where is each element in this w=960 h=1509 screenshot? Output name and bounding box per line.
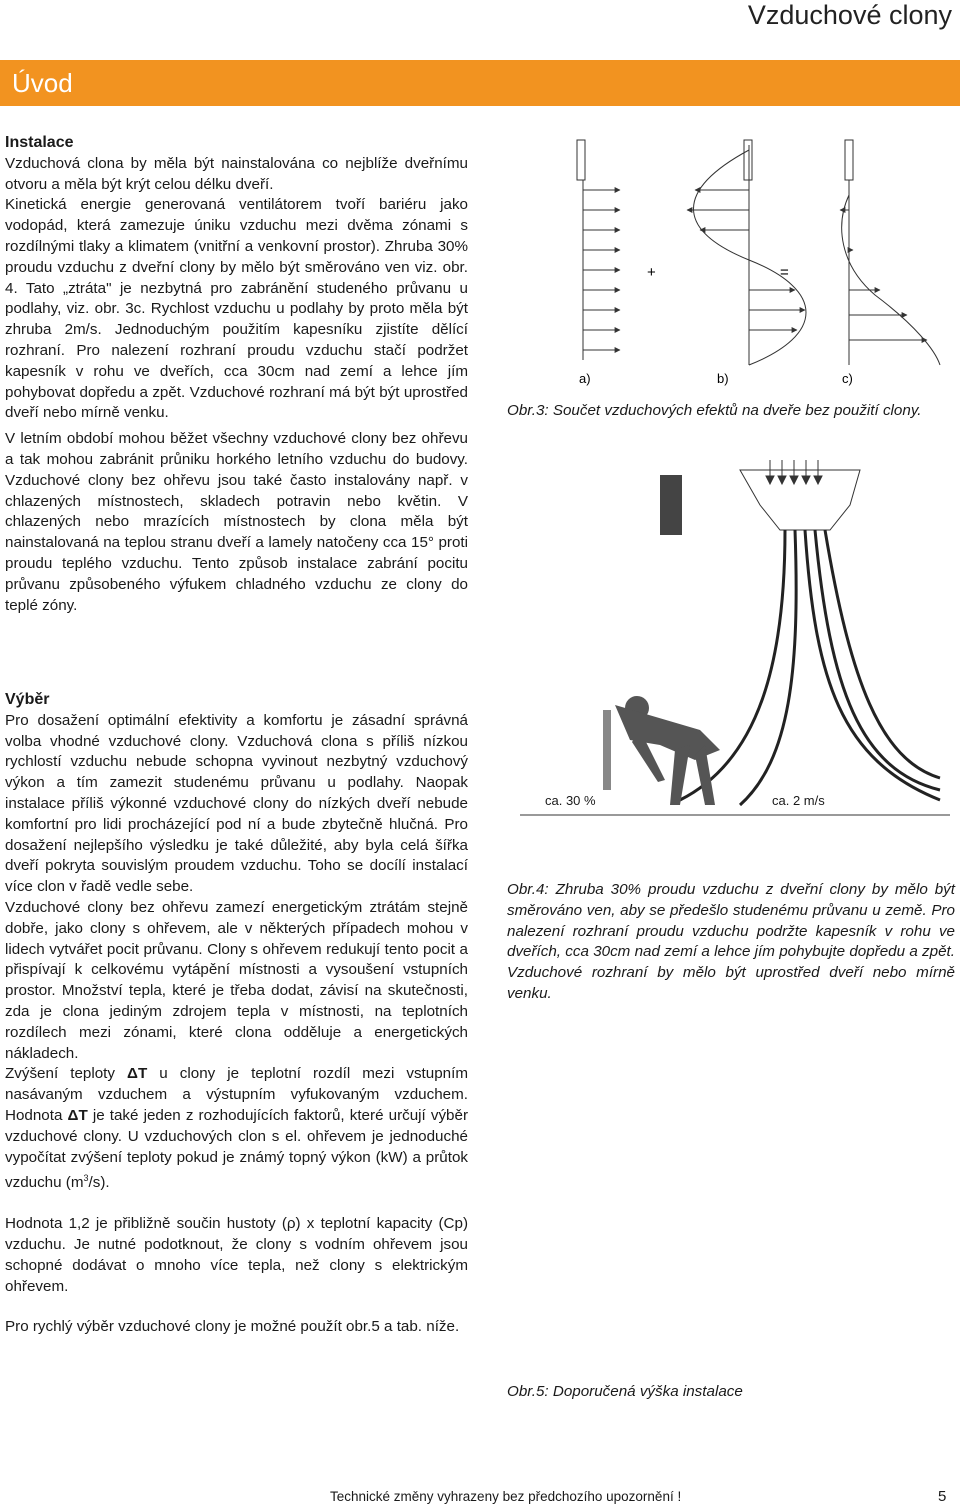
vyber-paragraph-1: Pro dosažení optimální efektivity a komfortu je zásadní správná volba vhodné vzduchové clony. Vzduchová clona s příliš nízkou rychlostí vzduchu nebude schopna vyvinout nezbytný vzduchový výkon a tím zamezit studenému průvanu u podlahy. Naopak instalace příliš výkonné vzduchové clony do nízkých dveří nebude komfortní pro lidi procházející pod ní a bude zbytečně hlučná. Pro dosažení nejlepšího výsledku je také důležité, aby byla celá šířka dveří pokryta souvislým proudem vzduchu. Toho se docílí instalací více clon v řadě vedle sebe. (5, 711, 468, 896)
door-frame (603, 710, 611, 790)
section-title: Úvod (12, 68, 73, 98)
figure-4-handkerchief-test (520, 460, 950, 820)
air-streams (680, 530, 940, 805)
instalace-paragraph-3: V letním období mohou běžet všechny vzduchové clony bez ohřevu a tak mohou zabránit průniku horkého letního vzduchu do budovy. Vzduchové clony bez ohřevu jsou také často instalovány např. v chlazených místnostech, skladech potravin nebo květin. V chlazených nebo mrazících místnostech by clona měla být nainstalovaná na teplou stranu dveří a lamely natočeny cca 15° proti proudu teplého vzduchu. Tento způsob instalace zabrání pocitu průvanu způsobeného výfukem chladného vzduchu ze clony do teplé zóny. (5, 430, 468, 614)
door-post-a (577, 140, 585, 180)
air-curtain-unit (740, 470, 860, 530)
vyber-section (5, 690, 468, 1338)
label-30-percent: ca. 30 % (545, 793, 596, 808)
wall-post (660, 475, 682, 535)
delta-t: ΔT (127, 1065, 148, 1083)
vyber-paragraph-4: Hodnota 1,2 je přibližně součin hustoty (ρ) x teplotní kapacity (Cp) vzduchu. Je nutné podotknout, že clony s vodním ohřevem jsou schopné dodávat o mnoho více tepla, než clony s elektrickým ohřevem. (5, 1215, 468, 1295)
person-figure (615, 696, 720, 805)
instalace-paragraph-2: Kinetická energie generovaná ventilátorem tvoří bariéru jako vodopád, která zamezuje úniku vzduchu mezi dvěma zónami s rozdílnými tlaky a klimatem (vnitřní a venkovní prostor). Zhruba 30% proudu vzduchu z dveřní clony by mělo být směrováno ven viz. obr. 4. Tato „ztráta" je nezbytná pro zabránění studeného průvanu u podlahy, viz. obr. 3c. Rychlost vzduchu u podlahy by proto měla být zhruba 2m/s. Jednoduchým použitím kapesníku zjistíte dělící rozhraní. Pro nalezení rozhraní proudu vzduchu stačí podržet kapesník v rohu ve dveřích, cca 30cm nad zemí a lehce jím pohybovat dopředu a zpět. Vzduchové rozhraní má být být uprostřed dveří nebo mírně venku. (5, 196, 468, 422)
instalace-paragraph-1: Vzduchová clona by měla být nainstalována co nejblíže dveřnímu otvoru a měla být krýt celou délku dveří. (5, 154, 468, 193)
page-number: 5 (938, 1488, 947, 1505)
diagram-a-arrows (583, 180, 620, 360)
instalace-heading: Instalace (5, 134, 74, 151)
door-post-c (845, 140, 853, 180)
vyber-paragraph-3: Zvýšení teploty ΔT u clony je teplotní rozdíl mezi vstupním nasávaným vzduchem a výstupním vyfukovaným vzduchem. Hodnota ΔT je také jeden z rozhodujících faktorů, které určují výběr vzduchové clony. U vzduchových clon s el. ohřevem je jednoduché vypočítat zvýšení teploty pokud je známý topný výkon (kW) a průtok vzduchu $(m^3/s)$. (5, 1065, 469, 1192)
diagram-c-curve (840, 180, 940, 365)
vyber-paragraph-5: Pro rychlý výběr vzduchové clony je možné použít obr.5 a tab. níže. (5, 1318, 460, 1336)
door-post-b (744, 140, 752, 180)
footer-note: Technické změny vyhrazeny bez předchozího upozornění ! (330, 1489, 682, 1504)
equals-sign: = (780, 264, 789, 281)
vyber-heading: Výběr (5, 691, 50, 708)
figure-3-caption: Obr.3: Součet vzduchových efektů na dveře bez použití clony. (507, 402, 922, 419)
page-title: Vzduchové clony (747, 0, 952, 30)
vyber-paragraph-2: Vzduchové clony bez ohřevu zamezí energetickým ztrátám stejně dobře, jako clony s ohřevem, ale v některých případech mohou v lidech vytvářet pocit průvanu. Clony s ohřevem redukují tento pocit a přispívají k celkovému vytápění místnosti a vysoušení vstupních prostor. Množství tepla, které je třeba dodat, závisí na skutečnosti, zda je clona jediným zdrojem tepla v místnosti, na teplotních rozdílech mezi zónami, které clona odděluje a energetických nákladech. (5, 898, 468, 1062)
delta-t: ΔT (67, 1106, 88, 1124)
label-b: b) (717, 371, 729, 386)
label-a: a) (579, 371, 591, 386)
label-2-ms: ca. 2 m/s (772, 793, 825, 808)
instalace-section (5, 133, 468, 616)
label-c: c) (842, 371, 853, 386)
figure-3-airflow-diagram (535, 135, 945, 395)
figure-5-caption: Obr.5: Doporučená výška instalace (507, 1383, 743, 1400)
plus-sign: + (647, 264, 656, 281)
figure-4-caption: Obr.4: Zhruba 30% proudu vzduchu z dveřní clony by mělo být směrováno ven, aby se předešlo studenému průvanu u země. Pro nalezení rozhraní proudu vzduchu podržte kapesník v rohu ve dveřích, cca 30cm nad zemí a lehce jím pohybujte dopředu a zpět. Vzduchové rozhraní by mělo být uprostřed dveří nebo mírně venku. (507, 881, 955, 1002)
section-bar (0, 60, 960, 106)
